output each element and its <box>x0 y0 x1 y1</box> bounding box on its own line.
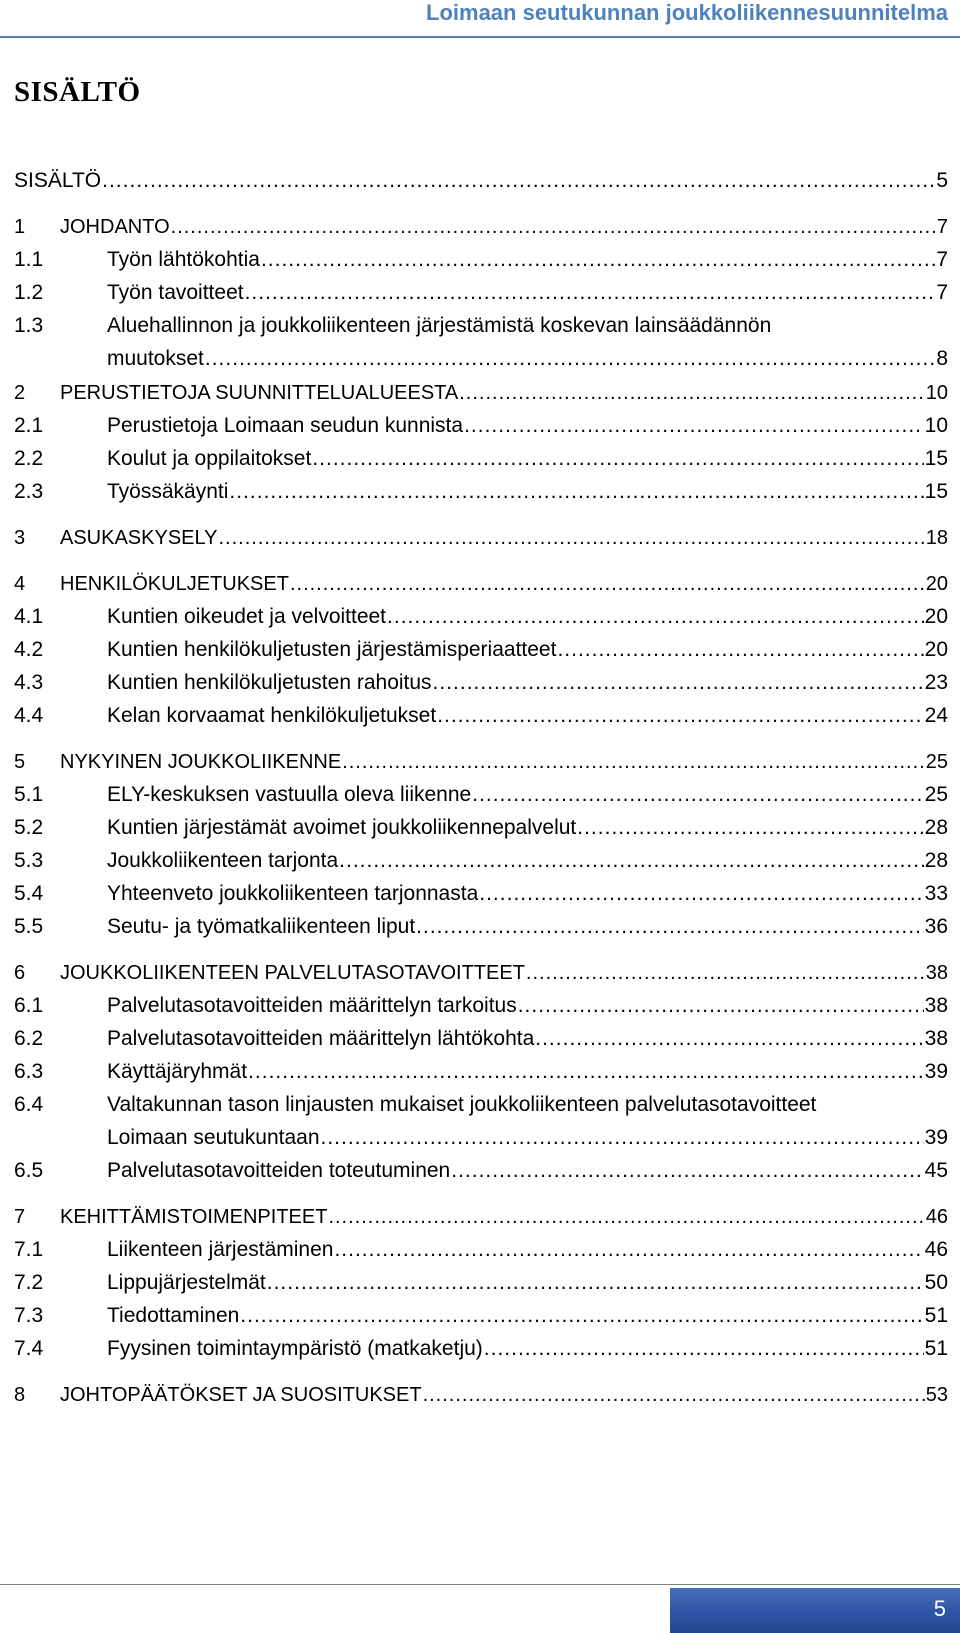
toc-entry-number: 7.2 <box>14 1271 44 1294</box>
toc-entry[interactable] <box>14 380 948 406</box>
toc-entry-continuation[interactable] <box>107 1125 948 1151</box>
toc-entry-page: 5 <box>936 169 948 192</box>
toc-entry-title: Kuntien oikeudet ja velvoitteet <box>107 605 387 628</box>
toc-entry-title: Palvelutasotavoitteiden määrittelyn tarkoitus <box>107 994 517 1017</box>
toc-entry-page: 7 <box>936 248 948 271</box>
toc-entry-page: 46 <box>924 1238 948 1261</box>
toc-dot-leader <box>557 637 923 663</box>
toc-dot-leader <box>387 604 924 630</box>
toc-entry-page: 20 <box>924 605 948 628</box>
toc-entry[interactable] <box>14 479 948 505</box>
toc-entry-title: NYKYINEN JOUKKOLIIKENNE <box>60 751 342 773</box>
toc-entry-number: 7.4 <box>14 1337 44 1360</box>
toc-entry[interactable] <box>14 1059 948 1085</box>
toc-entry[interactable] <box>14 280 948 306</box>
toc-dot-leader <box>472 782 923 808</box>
toc-dot-leader <box>526 960 925 986</box>
toc-entry-title: Palvelutasotavoitteiden toteutuminen <box>107 1159 451 1182</box>
toc-entry-page: 51 <box>924 1337 948 1360</box>
toc-entry-page: 7 <box>936 281 948 304</box>
toc-entry-number: 7.3 <box>14 1304 44 1327</box>
toc-entry-title: Koulut ja oppilaitokset <box>107 447 312 470</box>
toc-entry-page: 23 <box>924 671 948 694</box>
toc-entry-number: 2.3 <box>14 480 44 503</box>
toc-entry-number: 4.1 <box>14 605 44 628</box>
toc-entry-title: Kelan korvaamat henkilökuljetukset <box>107 704 437 727</box>
toc-dot-leader <box>248 1059 924 1085</box>
toc-entry-page: 39 <box>924 1126 948 1149</box>
toc-entry-page: 45 <box>924 1159 948 1182</box>
toc-dot-leader <box>171 214 936 240</box>
toc-entry-title: Seutu- ja työmatkaliikenteen liput <box>107 915 416 938</box>
toc-entry-page: 38 <box>924 1027 948 1050</box>
toc-entry-number: 8 <box>14 1384 26 1406</box>
toc-entry-page: 20 <box>925 573 948 595</box>
toc-entry-title: Aluehallinnon ja joukkoliikenteen järjestämistä koskevan lainsäädännön <box>107 314 772 337</box>
toc-entry-title-continued: muutokset <box>107 347 204 370</box>
toc-entry-page: 50 <box>924 1271 948 1294</box>
toc-dot-leader <box>342 749 925 775</box>
toc-entry-number: 4 <box>14 573 26 595</box>
toc-entry[interactable] <box>14 670 948 696</box>
toc-entry-page: 7 <box>936 216 948 238</box>
toc-dot-leader <box>423 1382 925 1408</box>
toc-entry-page: 38 <box>925 962 948 984</box>
toc-entry-page: 36 <box>924 915 948 938</box>
toc-entry[interactable] <box>14 446 948 472</box>
toc-entry-number: 7.1 <box>14 1238 44 1261</box>
toc-entry-title: Kuntien henkilökuljetusten järjestämisperiaatteet <box>107 638 557 661</box>
toc-dot-leader <box>328 1204 924 1230</box>
toc-dot-leader <box>102 168 935 194</box>
footer-divider <box>0 1584 960 1585</box>
toc-entry-title: JOHDANTO <box>60 216 170 238</box>
toc-entry[interactable] <box>14 914 948 940</box>
toc-entry-title: PERUSTIETOJA SUUNNITTELUALUEESTA <box>60 382 459 404</box>
toc-entry-page: 46 <box>925 1206 948 1228</box>
toc-entry[interactable] <box>14 782 948 808</box>
toc-entry[interactable] <box>14 993 948 1019</box>
toc-entry-title: JOUKKOLIIKENTEEN PALVELUTASOTAVOITTEET <box>60 962 525 984</box>
toc-entry-title: ASUKASKYSELY <box>60 527 218 549</box>
toc-entry-number: 1.3 <box>14 314 44 337</box>
toc-dot-leader <box>334 1237 923 1263</box>
toc-entry-number: 5.5 <box>14 915 44 938</box>
toc-entry[interactable] <box>14 1303 948 1329</box>
toc-dot-leader <box>484 1336 924 1362</box>
toc-entry-number: 1.2 <box>14 281 44 304</box>
toc-entry-title: Yhteenveto joukkoliikenteen tarjonnasta <box>107 882 479 905</box>
toc-entry-page: 20 <box>924 638 948 661</box>
toc-entry-title: Kuntien järjestämät avoimet joukkoliikennepalvelut <box>107 816 577 839</box>
toc-dot-leader <box>229 479 923 505</box>
toc-entry[interactable] <box>14 703 948 729</box>
toc-entry-title: JOHTOPÄÄTÖKSET JA SUOSITUKSET <box>60 1384 422 1406</box>
toc-entry[interactable] <box>14 247 948 273</box>
toc-dot-leader <box>290 571 925 597</box>
toc-entry-title: Palvelutasotavoitteiden määrittelyn lähtökohta <box>107 1027 535 1050</box>
toc-entry-page: 51 <box>924 1304 948 1327</box>
toc-entry-number: 7 <box>14 1206 26 1228</box>
toc-entry-number: 1 <box>14 216 26 238</box>
toc-entry-page: 33 <box>924 882 948 905</box>
toc-entry-number: 6.4 <box>14 1093 44 1116</box>
page-title: SISÄLTÖ <box>14 76 141 108</box>
toc-entry-title: Lippujärjestelmät <box>107 1271 266 1294</box>
toc-entry-title: SISÄLTÖ <box>14 169 102 192</box>
toc-dot-leader <box>261 247 935 273</box>
toc-entry-number: 6.1 <box>14 994 44 1017</box>
toc-entry-number: 2.1 <box>14 414 44 437</box>
toc-dot-leader <box>433 670 924 696</box>
toc-dot-leader <box>535 1026 923 1052</box>
toc-entry-title: Liikenteen järjestäminen <box>107 1238 334 1261</box>
toc-entry-title: KEHITTÄMISTOIMENPITEET <box>60 1206 328 1228</box>
toc-entry-title: ELY-keskuksen vastuulla oleva liikenne <box>107 783 472 806</box>
toc-entry-title: Työn lähtökohtia <box>107 248 260 271</box>
toc-dot-leader <box>240 1303 923 1329</box>
toc-entry-title: Tiedottaminen <box>107 1304 240 1327</box>
toc-entry-number: 2.2 <box>14 447 44 470</box>
toc-entry-page: 24 <box>924 704 948 727</box>
toc-entry[interactable] <box>14 637 948 663</box>
toc-entry[interactable] <box>14 1026 948 1052</box>
toc-dot-leader <box>416 914 923 940</box>
toc-dot-leader <box>451 1158 923 1184</box>
toc-entry-number: 6.3 <box>14 1060 44 1083</box>
toc-entry-page: 38 <box>924 994 948 1017</box>
toc-entry[interactable] <box>14 604 948 630</box>
toc-entry[interactable] <box>14 1270 948 1296</box>
toc-dot-leader <box>267 1270 924 1296</box>
toc-entry-number: 5 <box>14 751 26 773</box>
toc-entry-number: 4.3 <box>14 671 44 694</box>
toc-entry-number: 4.2 <box>14 638 44 661</box>
toc-dot-leader <box>577 815 923 841</box>
toc-entry-title: Fyysinen toimintaympäristö (matkaketju) <box>107 1337 483 1360</box>
toc-dot-leader <box>464 413 924 439</box>
toc-entry-continuation[interactable] <box>107 346 948 372</box>
toc-entry-page: 28 <box>924 849 948 872</box>
toc-entry[interactable] <box>14 1237 948 1263</box>
toc-dot-leader <box>218 525 924 551</box>
header-divider <box>0 36 960 38</box>
toc-entry-page: 39 <box>924 1060 948 1083</box>
toc-entry[interactable] <box>14 413 948 439</box>
toc-entry[interactable] <box>14 313 948 339</box>
toc-dot-leader <box>518 993 924 1019</box>
toc-entry-page: 10 <box>924 414 948 437</box>
footer-page-number: 5 <box>933 1596 946 1621</box>
toc-entry-title: Perustietoja Loimaan seudun kunnista <box>107 414 464 437</box>
toc-entry-title: Valtakunnan tason linjausten mukaiset joukkoliikenteen palvelutasotavoitteet <box>107 1093 817 1116</box>
toc-entry-number: 5.3 <box>14 849 44 872</box>
toc-entry[interactable] <box>14 1158 948 1184</box>
toc-entry-number: 6.2 <box>14 1027 44 1050</box>
toc-entry-page: 15 <box>924 447 948 470</box>
toc-dot-leader <box>312 446 923 472</box>
toc-entry-page: 18 <box>925 527 948 549</box>
toc-entry[interactable] <box>14 525 948 551</box>
toc-entry[interactable] <box>14 848 948 874</box>
toc-entry-number: 2 <box>14 382 26 404</box>
toc-entry-page: 15 <box>924 480 948 503</box>
toc-entry-title: Työn tavoitteet <box>107 281 244 304</box>
toc-entry[interactable] <box>14 881 948 907</box>
toc-entry[interactable] <box>14 168 948 194</box>
toc-entry-title: Joukkoliikenteen tarjonta <box>107 849 339 872</box>
toc-entry-number: 1.1 <box>14 248 44 271</box>
toc-entry-page: 25 <box>924 783 948 806</box>
toc-entry[interactable] <box>14 1204 948 1230</box>
toc-entry-title: Työssäkäynti <box>107 480 229 503</box>
running-header-title: Loimaan seutukunnan joukkoliikennesuunnitelma <box>426 0 948 25</box>
toc-entry[interactable] <box>14 1336 948 1362</box>
toc-entry[interactable] <box>14 960 948 986</box>
toc-dot-leader <box>321 1125 924 1151</box>
toc-entry-title: Kuntien henkilökuljetusten rahoitus <box>107 671 432 694</box>
toc-dot-leader <box>339 848 923 874</box>
toc-entry[interactable] <box>14 815 948 841</box>
toc-entry[interactable] <box>14 749 948 775</box>
toc-entry-title: Käyttäjäryhmät <box>107 1060 248 1083</box>
toc-entry-number: 4.4 <box>14 704 44 727</box>
toc-dot-leader <box>479 881 923 907</box>
toc-entry[interactable] <box>14 214 948 240</box>
toc-entry[interactable] <box>14 1092 948 1118</box>
toc-entry-number: 6.5 <box>14 1159 44 1182</box>
footer-page-box <box>670 1588 960 1633</box>
toc-entry[interactable] <box>14 571 948 597</box>
toc-entry-title: HENKILÖKULJETUKSET <box>60 573 289 595</box>
toc-dot-leader <box>437 703 923 729</box>
toc-entry-number: 6 <box>14 962 26 984</box>
toc-entry-page: 8 <box>936 347 948 370</box>
toc-dot-leader <box>245 280 936 306</box>
toc-entry-number: 5.4 <box>14 882 44 905</box>
toc-entry-title-continued: Loimaan seutukuntaan <box>107 1126 320 1149</box>
toc-entry-number: 5.2 <box>14 816 44 839</box>
toc-entry-number: 5.1 <box>14 783 44 806</box>
toc-entry-page: 53 <box>925 1384 948 1406</box>
toc-dot-leader <box>459 380 925 406</box>
toc-dot-leader <box>205 346 935 372</box>
toc-entry-page: 28 <box>924 816 948 839</box>
toc-entry[interactable] <box>14 1382 948 1408</box>
toc-entry-page: 10 <box>925 382 948 404</box>
toc-entry-page: 25 <box>925 751 948 773</box>
toc-entry-number: 3 <box>14 527 26 549</box>
